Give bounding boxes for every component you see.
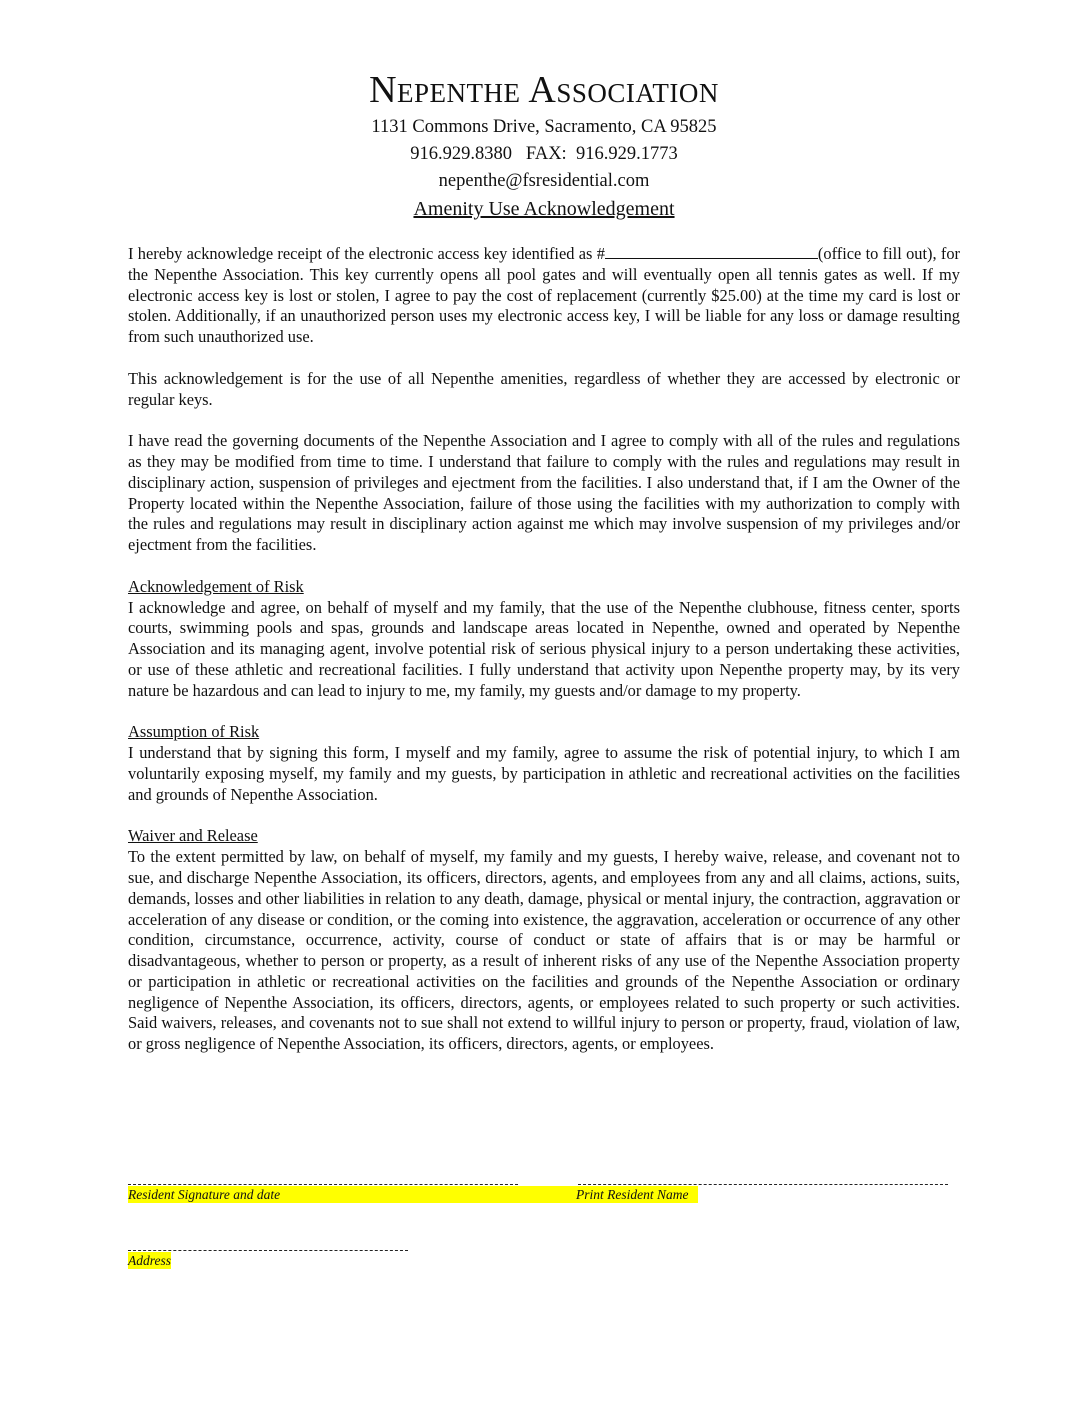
organization-name: Nepenthe Association [369, 69, 719, 111]
section-acknowledgement-of-risk [128, 577, 960, 702]
paragraph-text: I hereby acknowledge receipt of the electronic access key identified as # [128, 244, 605, 263]
document-body [128, 244, 960, 1076]
section-text: To the extent permitted by law, on behalf of myself, my family and my guests, I hereby waive, release, and covenant not to sue, and discharge Nepenthe Association, its officers, directors, agents, and employees from any and all claims, actions, suits, demands, losses and other liabilities in relation to any death, damage, physical or mental injury, the contraction, aggravation or acceleration of any disease or condition, or the coming into existence, the aggravation, acceleration or occurrence of any other condition, circumstance, occurrence, activity, course of conduct or state of affairs that is or may be harmful or disadvantageous, whether to person or property, as a result of inherent risks of any use of the Nepenthe Association property or participation in athletic or recreational activities on the facilities and grounds of the Nepenthe Association or ordinary negligence of Nepenthe Association, its officers, directors, agents, or employees related to such property or such activities. Said waivers, releases, and covenants not to sue shall not extend to willful injury to person or property, fraud, violation of law, or gross negligence of Nepenthe Association, its officers, directors, agents, or employees. [128, 847, 960, 1054]
organization-address: 1131 Commons Drive, Sacramento, CA 95825 [371, 117, 717, 137]
resident-signature-line[interactable] [128, 1184, 518, 1185]
key-number-blank-field[interactable] [605, 244, 818, 259]
form-title: Amenity Use Acknowledgement [413, 198, 675, 220]
paragraph-amenities-scope: This acknowledgement is for the use of all Nepenthe amenities, regardless of whether they are accessed by electronic or regular keys. [128, 368, 960, 409]
print-resident-name-line[interactable] [578, 1184, 948, 1185]
section-waiver-and-release [128, 826, 960, 1055]
print-resident-name-label: Print Resident Name [576, 1187, 689, 1202]
organization-phone-fax: 916.929.8380 FAX: 916.929.1773 [410, 144, 678, 164]
section-text: I understand that by signing this form, I myself and my family, agree to assume the risk of potential injury, to which I am voluntarily exposing myself, my family and my guests, by participation in athletic and recreational activities on the facilities and grounds of Nepenthe Association. [128, 743, 960, 804]
section-heading: Waiver and Release [128, 826, 258, 846]
resident-signature-label: Resident Signature and date [128, 1187, 281, 1202]
address-line[interactable] [128, 1250, 408, 1251]
section-heading: Assumption of Risk [128, 722, 260, 742]
paragraph-text: (office to fill out), for the Nepenthe Association. This key currently opens all pool gates and will eventually open all tennis gates as well. If my electronic access key is lost or stolen, I agree to pay the cost of replacement (currently $25.00) at the time my card is lost or stolen. Additionally, if an unauthorized person uses my electronic access key, I will be liable for any loss or damage resulting from such unauthorized use. [128, 244, 960, 347]
paragraph-key-receipt [128, 244, 960, 348]
paragraph-governing-documents: I have read the governing documents of the Nepenthe Association and I agree to comply with all of the rules and regulations as they may be modified from time to time. I understand that failure to comply with the rules and regulations may result in disciplinary action, suspension of privileges and ejectment from the facilities. I also understand that, if I am the Owner of the Property located within the Nepenthe Association, failure of those using the facilities with my authorization to comply with the rules and regulations may result in disciplinary action against me which may involve suspension of my privileges and/or ejectment from the facilities. [128, 431, 960, 555]
section-heading: Acknowledgement of Risk [128, 576, 304, 596]
document-header [0, 66, 1088, 223]
address-label: Address [128, 1253, 171, 1268]
section-text: I acknowledge and agree, on behalf of myself and my family, that the use of the Nepenthe clubhouse, fitness center, sports courts, swimming pools and spas, grounds and landscape areas located in Nepenthe, owned and operated by Nepenthe Association and its managing agent, involve potential risk of serious physical injury to a person undertaking these activities, or use of these athletic and recreational facilities. I fully understand that activity upon Nepenthe property may, by its very nature be hazardous and can lead to injury to me, my family, my guests and/or damage to my property. [128, 597, 960, 700]
organization-email: nepenthe@fsresidential.com [438, 171, 650, 191]
section-assumption-of-risk [128, 722, 960, 805]
